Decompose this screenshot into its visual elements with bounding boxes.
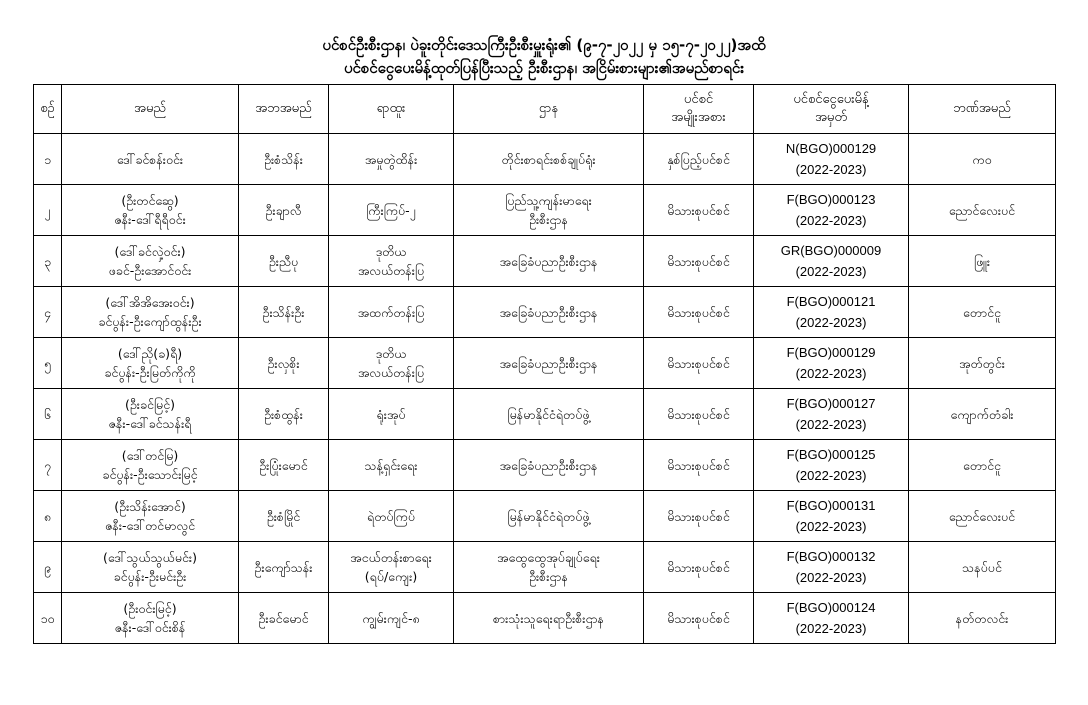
header-order-no [754,85,909,134]
cell-name-line-1: (ဒေါ်ခင်လှဲ့ဝင်း) [114,244,186,259]
cell-bank: အုတ်တွင်း [909,338,1056,389]
cell-name [62,440,239,491]
cell-name [62,542,239,593]
cell-department-line-2: ဦးစီးဌာန [529,569,568,584]
cell-order-no [754,593,909,644]
header-no: စဉ် [34,85,62,134]
cell-rank [329,287,454,338]
cell-pension-type: မိသားစုပင်စင် [644,185,754,236]
header-father: အဘအမည် [239,85,329,134]
cell-rank-line-1: ကြီးကြပ်-၂ [366,202,416,218]
cell-order-no [754,134,909,185]
header-department: ဌာန [454,85,644,134]
cell-name [62,185,239,236]
cell-pension-type: နှစ်ပြည့်ပင်စင် [644,134,754,185]
cell-rank-line-1: ဒုတိယ [375,346,407,361]
cell-department-line-1: ပြည်သူ့ကျန်းမာရေး [505,193,592,208]
order-year: (2022-2023) [795,213,867,228]
document-title-line-2: ပင်စင်ငွေပေးမိန့်ထုတ်ပြန်ပြီးသည့် ဦးစီးဌာန၊ အငြိမ်းစားများ၏အမည်စာရင်း [343,59,745,77]
cell-pension-type: မိသားစုပင်စင် [644,542,754,593]
cell-name-line-1: (ဒေါ်အိအိအေးဝင်း) [105,295,195,310]
cell-name-line-1: (ဦးတင်ဆွေ) [121,193,179,208]
cell-name-line-1: ဒေါ်ခင်စန်းဝင်း [116,151,184,167]
cell-name [62,236,239,287]
cell-department-line-1: မြန်မာနိုင်ငံရဲတပ်ဖွဲ့ [507,406,590,422]
header-pension-type [644,85,754,134]
cell-no: ၁ [34,134,62,185]
cell-no: ၆ [34,389,62,440]
cell-rank-line-2: (ရပ်/ကျေး) [364,569,418,584]
header-rank: ရာထူး [329,85,454,134]
cell-department [454,440,644,491]
cell-rank [329,593,454,644]
cell-department [454,185,644,236]
cell-rank-line-2: အလယ်တန်းပြ [357,365,425,380]
cell-order-no [754,185,909,236]
cell-name [62,593,239,644]
cell-department [454,338,644,389]
cell-rank-line-1: အငယ်တန်းစာရေး [350,550,432,565]
header-name: အမည် [62,85,239,134]
cell-father: ဦးစံသိန်း [239,134,329,185]
table-row [34,185,1056,236]
cell-department-line-1: အခြေခံပညာဦးစီးဌာန [499,457,598,473]
cell-rank [329,491,454,542]
cell-name [62,389,239,440]
order-year: (2022-2023) [795,417,867,432]
cell-department-line-1: စားသုံးသူရေးရာဦးစီးဌာန [493,610,604,626]
header-pension-type-line-2: အမျိုးအစား [671,110,726,125]
order-number: F(BGO)000121 [786,294,876,309]
cell-department [454,593,644,644]
cell-name-line-2: ခင်ပွန်း-ဦးမင်းဦး [113,569,187,584]
order-year: (2022-2023) [795,519,867,534]
order-year: (2022-2023) [795,570,867,585]
cell-department-line-1: အခြေခံပညာဦးစီးဌာန [499,304,598,320]
cell-rank-line-1: ရုံးအုပ် [376,406,406,422]
table-row [34,491,1056,542]
table-row [34,440,1056,491]
cell-order-no [754,491,909,542]
table-header-row [34,85,1056,134]
order-year: (2022-2023) [795,366,867,381]
order-number: F(BGO)000123 [786,192,876,207]
cell-father: ဦးခင်မောင် [239,593,329,644]
cell-name [62,134,239,185]
table-row [34,338,1056,389]
cell-rank-line-1: ဒုတိယ [375,244,407,259]
cell-department [454,287,644,338]
order-number: F(BGO)000127 [786,396,876,411]
order-number: N(BGO)000129 [785,141,877,156]
cell-name-line-1: (ဦးဝင်းမြင့်) [123,601,177,616]
cell-no: ၈ [34,491,62,542]
cell-rank [329,338,454,389]
cell-rank [329,389,454,440]
cell-department-line-1: အခြေခံပညာဦးစီးဌာန [499,253,598,269]
cell-order-no [754,287,909,338]
header-bank: ဘဏ်အမည် [909,85,1056,134]
order-number: F(BGO)000125 [786,447,876,462]
order-number: F(BGO)000132 [786,549,876,564]
cell-department-line-1: တိုင်းစာရင်းစစ်ချုပ်ရုံး [501,151,596,167]
cell-rank [329,236,454,287]
table-row [34,287,1056,338]
cell-bank: ကျောက်တံခါး [909,389,1056,440]
cell-name [62,491,239,542]
cell-bank: ဖြူး [909,236,1056,287]
cell-bank: ကဝ [909,134,1056,185]
order-number: F(BGO)000129 [786,345,876,360]
cell-rank-line-1: ရဲတပ်ကြပ် [367,508,415,524]
cell-father: ဦးချာလီ [239,185,329,236]
table-row [34,389,1056,440]
cell-no: ၅ [34,338,62,389]
cell-pension-type: မိသားစုပင်စင် [644,491,754,542]
cell-bank: တောင်ငူ [909,287,1056,338]
cell-rank-line-1: အမှုတွဲထိန်း [364,151,418,167]
order-number: F(BGO)000131 [786,498,876,513]
order-year: (2022-2023) [795,468,867,483]
table-row [34,134,1056,185]
cell-department-line-2: ဦးစီးဌာန [529,212,568,227]
cell-department [454,542,644,593]
cell-name-line-2: ခင်ပွန်း-ဦးကျော်ထွန်းဦး [98,314,202,329]
cell-department [454,389,644,440]
cell-pension-type: မိသားစုပင်စင် [644,440,754,491]
cell-name-line-2: ဇနီး-ဒေါ်ရီရီဝင်း [114,212,186,227]
cell-name-line-2: ဇနီး-ဒေါ်တင်မာလွင် [104,518,196,533]
cell-pension-type: မိသားစုပင်စင် [644,236,754,287]
cell-name [62,287,239,338]
cell-father: ဦးပြုံးမောင် [239,440,329,491]
cell-department [454,236,644,287]
order-year: (2022-2023) [795,621,867,636]
cell-father: ဦးသိန်းဦး [239,287,329,338]
cell-no: ၂ [34,185,62,236]
cell-rank [329,542,454,593]
cell-name-line-1: (ဦးသိန်းအောင်) [114,499,186,514]
cell-order-no [754,440,909,491]
order-number: F(BGO)000124 [786,600,876,615]
cell-father: ဦးစံမြိုင် [239,491,329,542]
order-year: (2022-2023) [795,264,867,279]
cell-father: ဦးညီပု [239,236,329,287]
pensioner-table [33,84,1056,644]
cell-no: ၇ [34,440,62,491]
cell-no: ၉ [34,542,62,593]
cell-pension-type: မိသားစုပင်စင် [644,287,754,338]
cell-order-no [754,236,909,287]
document-title-line-1: ပင်စင်ဦးစီးဌာန၊ ပဲခူးတိုင်းဒေသကြီးဦးစီးမှူးရုံး၏ (၉-၇-၂၀၂၂ မှ ၁၅-၇-၂၀၂၂)အထိ [322,36,766,54]
cell-department [454,134,644,185]
cell-name-line-1: (ဒေါ်တင်မြ) [121,448,179,463]
cell-no: ၃ [34,236,62,287]
header-order-no-line-1: ပင်စင်ငွေပေးမိန့် [793,92,869,107]
cell-name [62,338,239,389]
cell-pension-type: မိသားစုပင်စင် [644,389,754,440]
header-order-no-line-2: အမှတ် [814,110,848,125]
cell-father: ဦးကျော်သန်း [239,542,329,593]
table-row [34,542,1056,593]
cell-name-line-1: (ဒေါ်သွယ်သွယ်မင်း) [103,550,197,565]
order-year: (2022-2023) [795,162,867,177]
cell-bank: နတ်တလင်း [909,593,1056,644]
cell-pension-type: မိသားစုပင်စင် [644,338,754,389]
cell-no: ၄ [34,287,62,338]
cell-rank [329,185,454,236]
cell-department-line-1: မြန်မာနိုင်ငံရဲတပ်ဖွဲ့ [507,508,590,524]
cell-rank-line-1: အထက်တန်းပြ [357,304,425,320]
cell-pension-type: မိသားစုပင်စင် [644,593,754,644]
cell-bank: ညောင်လေးပင် [909,185,1056,236]
order-number: GR(BGO)000009 [780,243,882,258]
cell-rank [329,440,454,491]
cell-department-line-1: အထွေထွေအုပ်ချုပ်ရေး [497,550,600,565]
cell-father: ဦးလှစိုး [239,338,329,389]
cell-order-no [754,389,909,440]
cell-rank [329,134,454,185]
cell-name-line-1: (ဦးခင်မြင့်) [125,397,175,412]
cell-order-no [754,542,909,593]
cell-rank-line-2: အလယ်တန်းပြ [357,263,425,278]
cell-department [454,491,644,542]
order-year: (2022-2023) [795,315,867,330]
cell-name-line-2: ဇနီး-ဒေါ်ခင်သန်းရီ [108,416,192,431]
cell-bank: တောင်ငူ [909,440,1056,491]
cell-father: ဦးစံထွန်း [239,389,329,440]
cell-bank: ညောင်လေးပင် [909,491,1056,542]
cell-name-line-1: (ဒေါ်ညို(ခ)ရီ) [117,346,183,361]
cell-name-line-2: ဖခင်-ဦးအောင်ဝင်း [108,263,192,278]
cell-name-line-2: ဇနီး-ဒေါ်ဝင်းစိန် [114,620,186,635]
cell-no: ၁၀ [34,593,62,644]
cell-rank-line-1: ကျွမ်းကျင်-၈ [362,610,420,626]
table-row [34,593,1056,644]
cell-department-line-1: အခြေခံပညာဦးစီးဌာန [499,355,598,371]
cell-bank: သနပ်ပင် [909,542,1056,593]
cell-name-line-2: ခင်ပွန်း-ဦးမြတ်ကိုကို [104,365,196,380]
cell-name-line-2: ခင်ပွန်း-ဦးသောင်းမြင့် [102,467,198,482]
cell-rank-line-1: သန့်ရှင်းရေး [364,457,418,473]
header-pension-type-line-1: ပင်စင် [683,92,714,107]
table-row [34,236,1056,287]
cell-order-no [754,338,909,389]
